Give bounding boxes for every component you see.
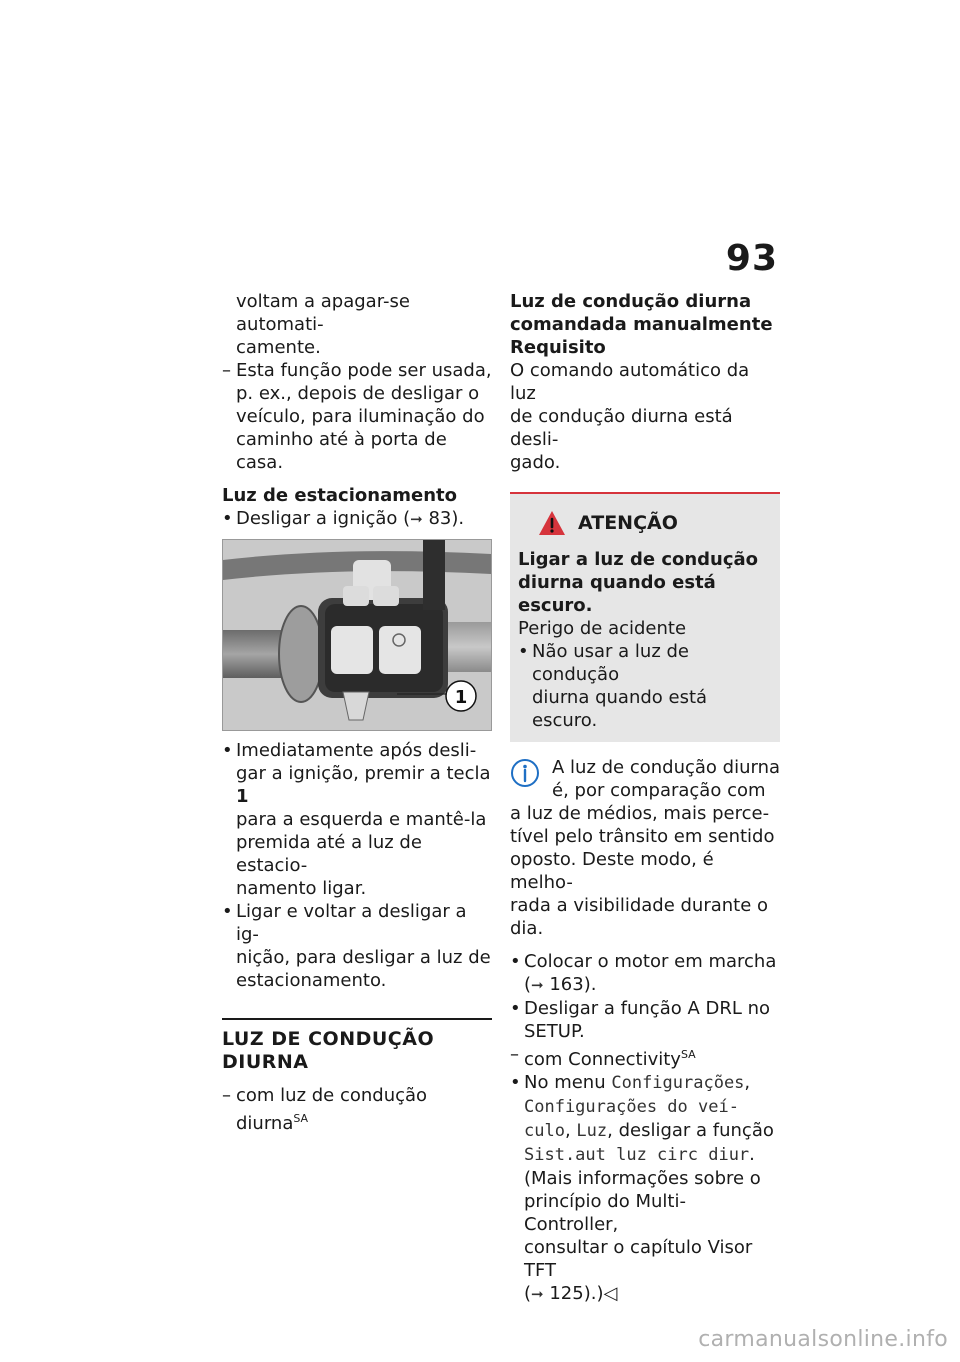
bullet-toggle-ignition: • Ligar e voltar a desligar a ig- nição, para desligar a luz de estacionamento. bbox=[222, 900, 492, 992]
page-ref-arrow-icon: ➞ bbox=[531, 1285, 544, 1303]
dash-item-drl-option: – com luz de condução diurna$^{SA}$ bbox=[222, 1084, 492, 1135]
bullet-press-key: • Imediatamente após desli- gar a ignição, premir a tecla 1 para a esquerda e mantê-la premida até a luz de estacio- namento ligar. bbox=[222, 739, 492, 900]
intro-text: voltam a apagar-se automati- camente. bbox=[236, 291, 410, 358]
watermark: carmanualsonline.info bbox=[698, 1327, 948, 1352]
bullet-disable-drl: • Desligar a função A DRL no SETUP. bbox=[510, 997, 780, 1043]
warning-headline: Ligar a luz de condução diurna quando está escuro. bbox=[518, 549, 759, 616]
figure-callout-1: 1 bbox=[454, 687, 468, 708]
right-column bbox=[510, 290, 780, 1306]
warning-triangle-icon bbox=[538, 510, 566, 536]
end-marker-icon: ◁ bbox=[603, 1283, 618, 1304]
handlebar-switch-figure bbox=[222, 539, 492, 731]
warning-title: ATENÇÃO bbox=[538, 510, 772, 536]
requirement-text: O comando automático da luz de condução diurna está desli- gado. bbox=[510, 360, 750, 473]
left-column bbox=[222, 290, 492, 1135]
info-icon bbox=[510, 758, 540, 788]
bullet-ignition: • Desligar a ignição (➞ 83). bbox=[222, 507, 492, 531]
heading-manual-drl: Luz de condução diurna comandada manualmente Requisito bbox=[510, 291, 773, 358]
handlebar-switch-illustration bbox=[223, 540, 491, 730]
warning-danger: Perigo de acidente bbox=[518, 618, 687, 639]
page-number: 93 bbox=[725, 238, 778, 279]
dash-item-usage: – Esta função pode ser usada, p. ex., depois de desligar o veículo, para iluminação do caminho até à porta de casa. bbox=[222, 359, 492, 474]
heading-parking-light: Luz de estacionamento bbox=[222, 485, 457, 506]
dash-item-connectivity: – com Connectivity$^{SA}$ bbox=[510, 1043, 780, 1071]
section-title: LUZ DE CONDUÇÃO DIURNA bbox=[222, 1018, 492, 1074]
bullet-menu-path: • No menu Configurações, Configurações do veí- culo, Luz, desligar a função Sist.aut luz circ diur. (Mais informações sobre o princípio do Multi-Controller, consultar o capítulo Visor TFT (➞ 125).)◁ bbox=[510, 1071, 780, 1306]
bullet-start-engine: • Colocar o motor em marcha (➞ 163). bbox=[510, 950, 780, 997]
warning-box bbox=[510, 492, 780, 742]
page-ref-arrow-icon: ➞ bbox=[410, 510, 423, 528]
page-ref-arrow-icon: ➞ bbox=[531, 976, 544, 994]
warning-bullet: • Não usar a luz de condução diurna quando está escuro. bbox=[518, 640, 772, 732]
info-note: A luz de condução diurna é, por comparação com a luz de médios, mais perce- tível pelo trânsito em sentido oposto. Deste modo, é melho- rada a visibilidade durante o dia. bbox=[510, 757, 781, 939]
